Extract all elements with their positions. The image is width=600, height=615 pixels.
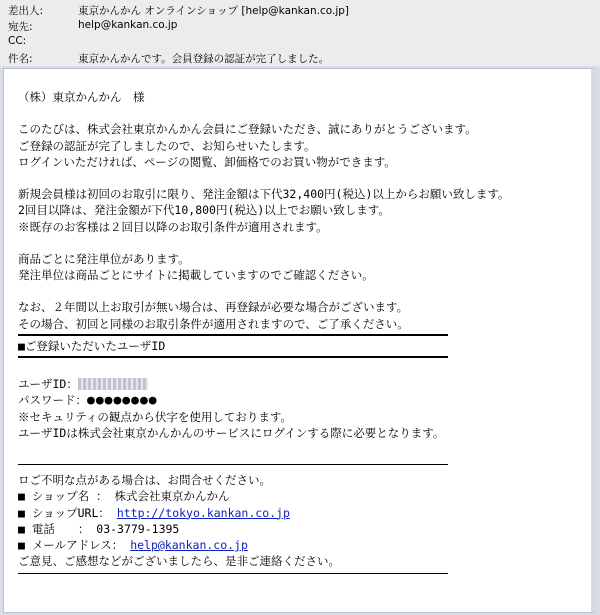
intro-line-3: ログインいただければ、ページの閲覧、卸価格でのお買い物ができます。 xyxy=(18,154,396,169)
email-line xyxy=(18,537,588,553)
password-mask: ●●●●●●●● xyxy=(87,393,158,409)
subject-label: 件名: xyxy=(8,53,33,65)
contact-intro: ロご不明な点がある場合は、お問合せください。 xyxy=(18,473,271,488)
divider xyxy=(18,573,448,574)
to-label: 宛先: xyxy=(8,21,33,33)
divider xyxy=(18,464,448,465)
email-label: ■ メールアドレス： xyxy=(18,537,131,552)
divider xyxy=(18,334,448,336)
shop-url-label: ■ ショップURL： xyxy=(18,505,117,520)
greeting: （株）東京かんかん 様 xyxy=(18,90,145,104)
terms-line-1: 新規会員様は初回のお取引に限り、発注金額は下代32,400円(税込)以上からお願い致します。 xyxy=(18,187,510,202)
closing: ご意見、ご感想などがございましたら、是非ご連絡ください。 xyxy=(18,554,340,569)
from-label: 差出人: xyxy=(8,5,44,17)
inactive-line-1: なお、２年間以上お取引が無い場合は、再登録が必要な場合がございます。 xyxy=(18,300,409,315)
user-id-line xyxy=(18,376,588,392)
message-body xyxy=(18,89,588,581)
divider xyxy=(18,356,448,358)
unit-line-2: 発注単位は商品ごとにサイトに掲載していますのでご確認ください。 xyxy=(18,268,374,283)
to-value: help@kankan.co.jp xyxy=(78,19,178,31)
message-body-pane[interactable] xyxy=(3,68,597,613)
from-row xyxy=(0,2,600,18)
user-id-note: ユーザIDは株式会社東京かんかんのサービスにログインする際に必要となります。 xyxy=(18,425,445,440)
user-id-label: ユーザID： xyxy=(18,377,78,392)
phone: ■ 電話 ： 03-3779-1395 xyxy=(18,521,180,536)
security-note: ※セキュリティの観点から伏字を使用しております。 xyxy=(18,409,292,424)
from-value: 東京かんかん オンラインショップ [help@kankan.co.jp] xyxy=(78,5,350,17)
password-label: パスワード： xyxy=(18,393,87,408)
unit-line-1: 商品ごとに発注単位があります。 xyxy=(18,251,190,266)
terms-line-3: ※既存のお客様は２回目以降のお取引条件が適用されます。 xyxy=(18,219,328,234)
shop-url-line xyxy=(18,505,588,521)
terms-line-2: 2回目以降は、発注金額が下代10,800円(税込)以上でお願い致します。 xyxy=(18,203,390,218)
section-title: ■ご登録いただいたユーザID xyxy=(18,338,166,353)
email-link[interactable]: help@kankan.co.jp xyxy=(130,537,248,552)
intro-line-2: ご登録の認証が完了しましたので、お知らせいたします。 xyxy=(18,138,316,153)
email-header xyxy=(0,0,600,66)
inactive-line-2: その場合、初回と同様のお取引条件が適用されますので、ご了承ください。 xyxy=(18,316,409,331)
to-row xyxy=(0,18,600,34)
shop-url-link[interactable]: http://tokyo.kankan.co.jp xyxy=(116,505,290,520)
password-line xyxy=(18,392,588,408)
subject-row xyxy=(0,50,600,66)
subject-value: 東京かんかんです。会員登録の認証が完了しました。 xyxy=(78,53,330,65)
intro-line-1: このたびは、株式会社東京かんかん会員にご登録いただき、誠にありがとうございます。 xyxy=(18,122,477,137)
shop-name: ■ ショップ名 ： 株式会社東京かんかん xyxy=(18,489,230,504)
user-id-redacted xyxy=(78,378,148,390)
cc-label: CC: xyxy=(8,35,27,47)
cc-row xyxy=(0,34,600,50)
